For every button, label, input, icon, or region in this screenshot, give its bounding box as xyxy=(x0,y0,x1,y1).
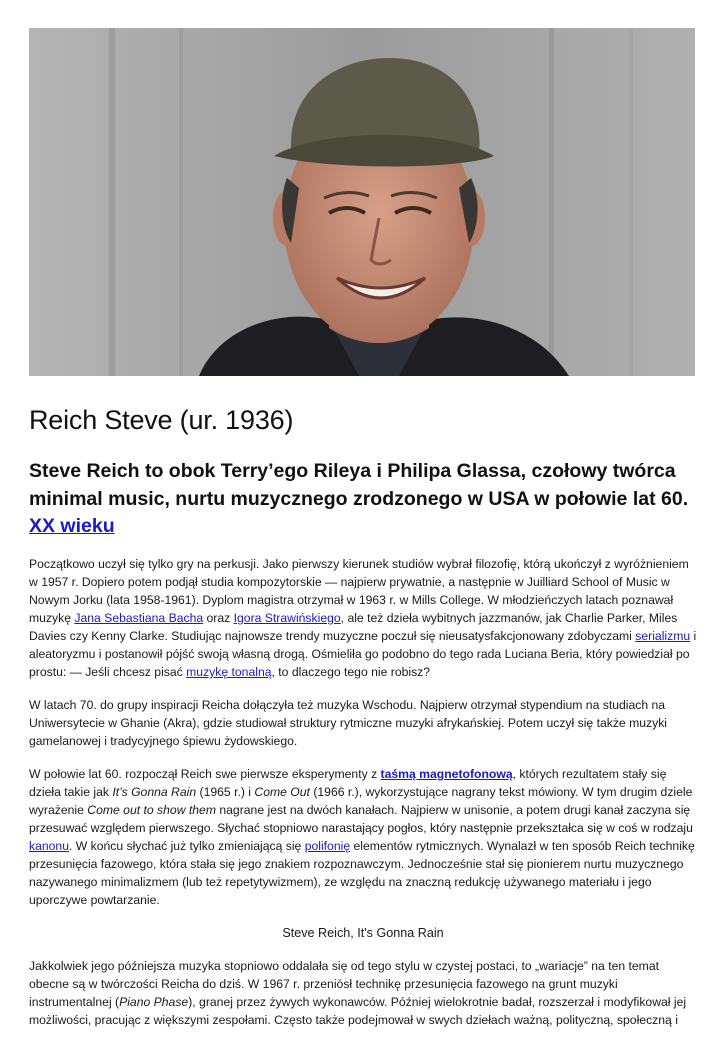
paragraph-3 xyxy=(29,765,697,909)
text-span: Jakkolwiek jego późniejsza muzyka stopniowo oddalała się od tego stylu w czystej postaci, to „wariacje” na ten temat obecne są w twórczości Reicha do dziś. W 1967 r. przeniósł technikę przesunięcia fazowego na grunt muzyki instrumentalnej ( xyxy=(29,959,660,1009)
text-span: (1966 r.), wykorzystujące nagrany tekst mówiony. W tym drugim dziele wyrażenie xyxy=(29,785,693,817)
link-jana-sebastiana-bacha[interactable]: Jana Sebastiana Bacha xyxy=(74,611,204,625)
page-subtitle xyxy=(29,458,709,541)
text-span: , to dlaczego tego nie robisz? xyxy=(271,665,431,679)
page-title: Reich Steve (ur. 1936) xyxy=(29,405,294,435)
link-serializmu[interactable]: serializmu xyxy=(635,629,691,643)
text-span: nagrane jest na dwóch kanałach. Najpierw w unisonie, a potem drugi kanał zaczyna się przesuwać względem pierwszego. Słychać stopniowo narastający pogłos, który następnie przekształca się w coś w rodzaju xyxy=(29,803,693,835)
text-span: , których rezultatem stały się dzieła takie jak xyxy=(29,767,667,799)
link-xx-wieku[interactable]: XX wieku xyxy=(29,515,115,537)
paragraph-1 xyxy=(29,555,697,681)
portrait-photo xyxy=(29,28,695,376)
text-span: ), granej przez żywych wykonawców. Później wielokrotnie badał, rozszerzał i modyfikował jej możliwości, pracując z większymi zespołami. Często także podejmował w swych dziełach ważną, polityczną, społeczną i xyxy=(29,995,687,1027)
title-piano-phase: Piano Phase xyxy=(119,995,189,1009)
text-span: i aleatoryzmu i postanowił pójść swoją własną drogą. Ośmieliła go podobno do tego rada Luciana Beria, który powiedział po prostu: — Jeśli chcesz pisać xyxy=(29,629,697,679)
text-span: Początkowo uczył się tylko gry na perkusji. Jako pierwszy kierunek studiów wybrał filozofię, którą ukończył z wyróżnieniem w 1957 r. Dopiero potem podjął studia kompozytorskie — najpierw prywatnie, a następnie w Juilliard School of Music w Nowym Jorku (lata 1958-1961). Dyplom magistra otrzymał w 1963 r. w Mills College. W młodzieńczych latach poznawał muzykę xyxy=(29,557,689,625)
link-polifonie[interactable]: polifonię xyxy=(304,839,351,853)
quote-come-out-to-show-them: Come out to show them xyxy=(87,803,216,817)
link-muzyke-tonalna[interactable]: muzykę tonalną xyxy=(186,665,272,679)
link-kanonu[interactable]: kanonu xyxy=(29,839,69,853)
text-span: elementów rytmicznych. Wynalazł w ten sposób Reich technikę przesunięcia fazowego, która stała się jego znakiem rozpoznawczym. Jednocześnie stał się pionierem nurtu muzycznego nazywanego minimalizmem (lub też repetytywizmem), ze względu na znaczną redukcję używanego materiału i jego uporczywe powtarzanie. xyxy=(29,839,695,907)
text-span: (1965 r.) i xyxy=(196,785,255,799)
text-span: W latach 70. do grupy inspiracji Reicha dołączyła też muzyka Wschodu. Najpierw otrzymał stypendium na studiach na Uniwersytecie w Ghanie (Akra), gdzie studiował struktury rytmiczne muzyki afrykańskiej. Potem uczył się także muzyki gamelanowej i tradycyjnego śpiewu żydowskiego. xyxy=(29,698,668,748)
text-span: oraz xyxy=(203,611,234,625)
text-span: . W końcu słychać już tylko zmieniającą się xyxy=(68,839,305,853)
title-come-out: Come Out xyxy=(254,785,310,799)
paragraph-4 xyxy=(29,957,697,1029)
link-tasma-magnetofonowa[interactable]: taśmą magnetofonową xyxy=(380,767,513,781)
article-body xyxy=(29,555,697,1044)
media-caption: Steve Reich, It's Gonna Rain xyxy=(282,926,444,940)
text-span: W połowie lat 60. rozpoczął Reich swe pierwsze eksperymenty z xyxy=(29,767,381,781)
link-igora-strawinskiego[interactable]: Igora Strawińskiego xyxy=(233,611,341,625)
title-its-gonna-rain: It’s Gonna Rain xyxy=(112,785,197,799)
text-span: , ale też dzieła wybitnych jazzmanów, jak Charlie Parker, Miles Davies czy Kenny Clarke. Studiując najnowsze trendy muzyczne poczuł się nieusatysfakcjonowany zdobyczami xyxy=(29,611,678,643)
paragraph-2 xyxy=(29,696,697,750)
subtitle-text: Steve Reich to obok Terry’ego Rileya i Philipa Glassa, czołowy twórca minimal music, nurtu muzycznego zrodzonego w USA w połowie lat 60. xyxy=(29,460,689,510)
